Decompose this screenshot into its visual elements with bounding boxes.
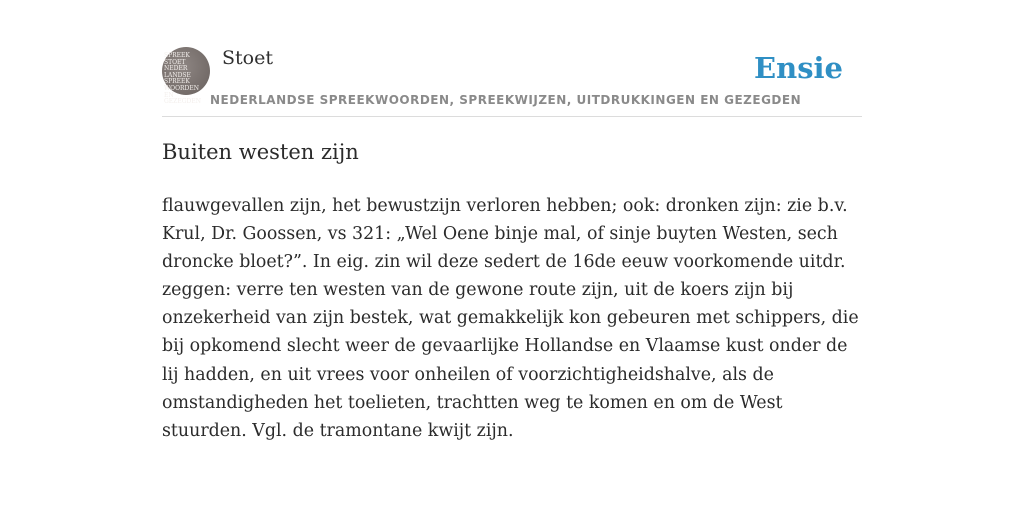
entry-definition: flauwgevallen zijn, het bewustzijn verloren hebben; ook: dronken zijn: zie b.v. Krul, Dr. Goossen, vs 321: „Wel Oene binje mal, of sinje buyten Westen, sech droncke bloet?”. In eig. zin wil deze sedert de 16de eeuw voorkomende uitdr. zeggen: verre ten westen van de gewone route zijn, uit de koers zijn bij onzekerheid van zijn bestek, wat gemakkelijk kon gebeuren met schippers, die bij opkomend slecht weer de gevaarlijke Hollandse en Vlaamse kust onder de lij hadden, en uit vrees voor onheilen of voorzichtigheidshalve, als de omstandigheden het toelieten, trachtten weg te komen en om de West stuurden. Vgl. de tramontane kwijt zijn.	[162, 196, 859, 441]
source-author[interactable]: Stoet	[222, 47, 273, 69]
avatar-caption: SPREEK STOET NEDER LANDSE SPREEK WOORDEN EN GEZEGDEN	[164, 52, 201, 106]
entry-title: Buiten westen zijn	[162, 140, 359, 164]
source-avatar[interactable]	[162, 47, 210, 106]
ensie-logo[interactable]: Ensie	[754, 51, 843, 85]
source-header	[162, 46, 862, 117]
source-subtitle[interactable]: NEDERLANDSE SPREEKWOORDEN, SPREEKWIJZEN, UITDRUKKINGEN EN GEZEGDEN	[210, 93, 802, 107]
